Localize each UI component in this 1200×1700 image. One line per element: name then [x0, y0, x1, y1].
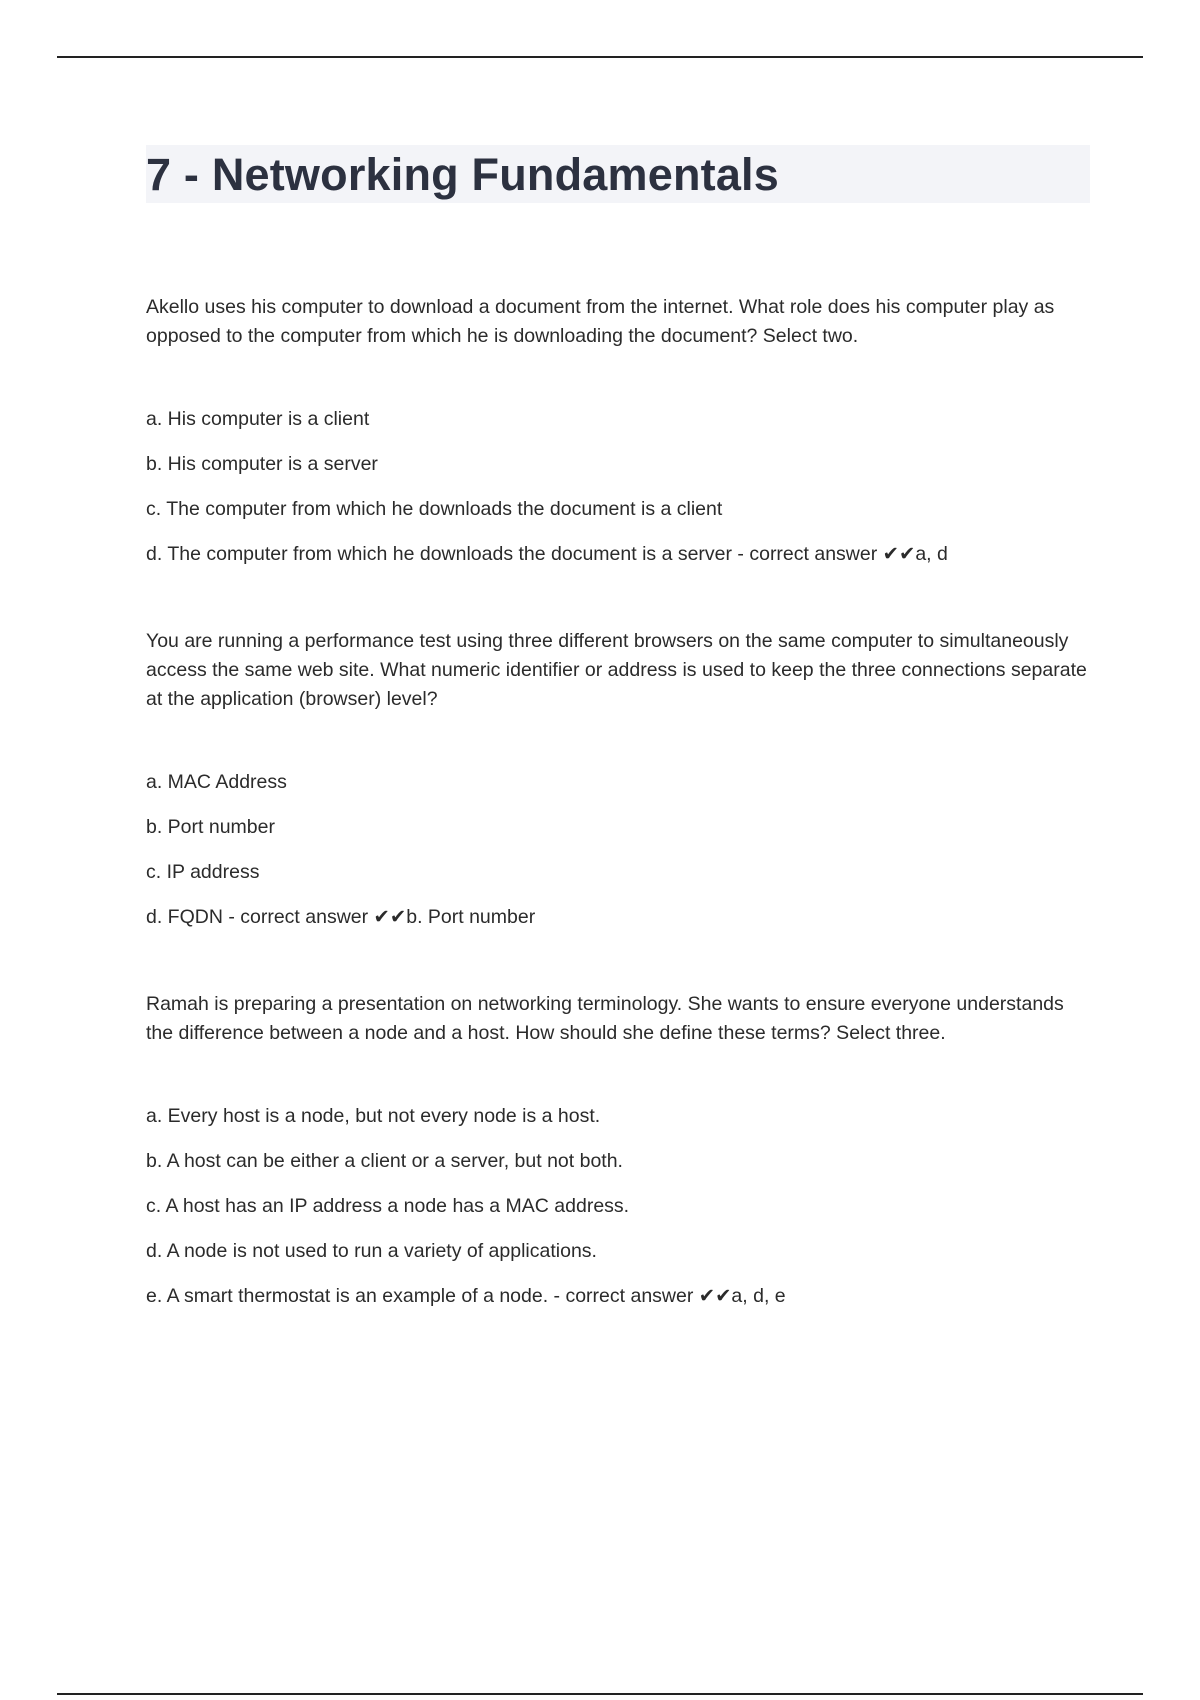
question-block-2 [146, 627, 1090, 930]
title-band [146, 145, 1090, 203]
question-block-3 [146, 990, 1090, 1309]
answer-option: d. A node is not used to run a variety of applications. [146, 1240, 597, 1262]
answer-option: c. A host has an IP address a node has a MAC address. [146, 1195, 630, 1217]
answer-option: a. Every host is a node, but not every node is a host. [146, 1105, 601, 1127]
question-block-1 [146, 293, 1090, 567]
question-text: You are running a performance test using three different browsers on the same computer to simultaneously access the same web site. What numeric identifier or address is used to keep the three connections separate at the application (browser) level? [146, 630, 1087, 710]
answer-option: d. FQDN - correct answer ✔✔b. Port number [146, 906, 536, 928]
answer-option: b. A host can be either a client or a server, but not both. [146, 1150, 623, 1172]
answer-option: d. The computer from which he downloads the document is a server - correct answer ✔✔a, d [146, 543, 948, 565]
answer-option: e. A smart thermostat is an example of a node. - correct answer ✔✔a, d, e [146, 1285, 786, 1307]
answer-option: a. His computer is a client [146, 408, 370, 430]
answer-options [146, 1104, 1090, 1309]
document-body [146, 145, 1090, 1369]
bottom-rule [57, 1693, 1143, 1695]
page-title: 7 - Networking Fundamentals [146, 148, 779, 200]
answer-option: b. His computer is a server [146, 453, 378, 475]
answer-option: c. IP address [146, 861, 260, 883]
answer-options [146, 407, 1090, 567]
answer-option: a. MAC Address [146, 771, 287, 793]
question-text: Ramah is preparing a presentation on networking terminology. She wants to ensure everyone understands the difference between a node and a host. How should she define these terms? Select three. [146, 993, 1064, 1044]
answer-option: b. Port number [146, 816, 275, 838]
answer-option: c. The computer from which he downloads the document is a client [146, 498, 723, 520]
answer-options [146, 770, 1090, 930]
top-rule [57, 56, 1143, 58]
question-text: Akello uses his computer to download a document from the internet. What role does his computer play as opposed to the computer from which he is downloading the document? Select two. [146, 296, 1055, 347]
